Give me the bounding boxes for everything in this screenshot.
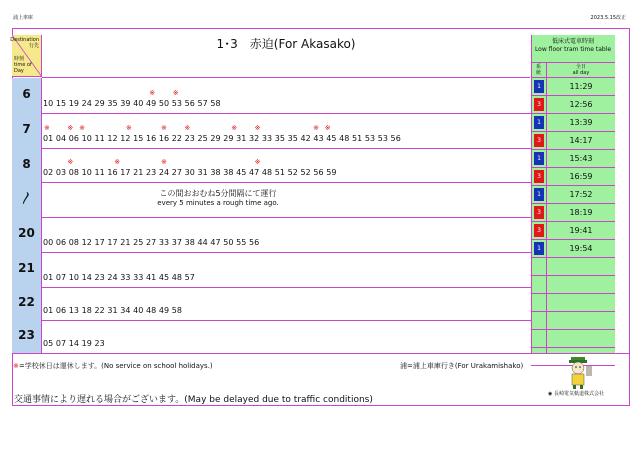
low-floor-time: 17:52 (569, 190, 593, 199)
company-label: 長崎電気軌道株式会社 (553, 391, 604, 397)
system-number-badge: 1 (534, 242, 544, 255)
low-floor-row-divider (531, 203, 615, 204)
low-floor-row-divider (531, 221, 615, 222)
holiday-mark: ※ (13, 362, 19, 370)
school-holiday-mark: ※ (324, 124, 331, 132)
school-holiday-mark: ※ (172, 89, 179, 97)
low-floor-row-divider (531, 275, 615, 276)
company-logo-icon: ◉ (548, 391, 553, 397)
low-floor-time: 19:41 (569, 226, 593, 235)
low-floor-title-jp: 低床式電車時刻 (551, 38, 594, 45)
destination-cell (12, 35, 42, 77)
departure-minutes: 01 06 13 18 22 31 34 40 48 49 58 (43, 306, 183, 315)
title-divider (42, 77, 530, 78)
low-floor-time: 15:43 (569, 154, 593, 163)
departure-minutes: 02 03 08 10 11 16 17 21 23 24 27 30 31 38 38 45 47 48 51 52 52 56 59 (43, 168, 337, 177)
hour-cell: 23 (12, 320, 42, 353)
footer-divider (12, 353, 630, 354)
holiday-legend-text: =学校休日は運休します。(No service on school holidays.) (18, 362, 213, 370)
school-holiday-mark: ※ (149, 89, 156, 97)
school-holiday-mark: ※ (67, 158, 74, 166)
low-floor-row-divider (531, 77, 615, 78)
hour-cell: 7 (12, 113, 42, 148)
school-holiday-mark: ※ (254, 124, 261, 132)
school-holiday-mark: ※ (44, 124, 50, 132)
low-floor-row-divider (531, 239, 615, 240)
interval-note-en: every 5 minutes a rough time ago. (157, 199, 279, 207)
hour-cell: 20 (12, 217, 42, 252)
low-floor-row-divider (531, 131, 615, 132)
school-holiday-mark: ※ (125, 124, 132, 132)
revision-date: 2023.5.15改正 (590, 15, 626, 21)
system-number-badge: 3 (534, 98, 544, 111)
school-holiday-mark: ※ (161, 158, 167, 166)
departure-minutes: 00 06 08 12 17 17 21 25 27 33 37 38 44 47 50 55 56 (43, 238, 260, 247)
destination-label: Destination 行先 (10, 37, 39, 49)
departure-minutes: 01 07 10 14 23 24 33 33 41 45 48 57 (43, 273, 195, 282)
route-title: 1･3 赤迫(For Akasako) (216, 37, 356, 51)
low-floor-row-divider (531, 149, 615, 150)
school-holiday-legend (13, 361, 213, 371)
system-number-badge: 3 (534, 206, 544, 219)
school-holiday-mark: ※ (114, 158, 121, 166)
low-floor-row-divider (531, 293, 615, 294)
school-holiday-mark: ※ (313, 124, 319, 132)
low-floor-row-divider (531, 347, 615, 348)
company-name (548, 390, 604, 397)
hour-cell: 6 (12, 78, 42, 113)
low-floor-title (531, 38, 615, 54)
low-floor-time: 18:19 (569, 208, 593, 217)
low-floor-row-divider (531, 329, 615, 330)
system-number-badge: 3 (534, 134, 544, 147)
low-floor-row-divider (531, 95, 615, 96)
low-floor-time: 19:54 (569, 244, 593, 253)
time-of-day-label: 時刻 time of Day (14, 56, 32, 74)
system-number-badge: 3 (534, 170, 544, 183)
low-floor-row-divider (531, 113, 615, 114)
school-holiday-mark: ※ (67, 124, 74, 132)
hour-row-divider (12, 182, 531, 183)
low-floor-time: 11:29 (569, 82, 593, 91)
low-floor-time: 14:17 (569, 136, 593, 145)
low-floor-time: 13:39 (569, 118, 593, 127)
delay-note: 交通事情により遅れる場合がございます。(May be delayed due to traffic conditions) (14, 395, 373, 405)
hour-cell: 8 (12, 148, 42, 182)
departure-minutes: 05 07 14 19 23 (43, 339, 105, 348)
system-number-badge: 1 (534, 116, 544, 129)
hour-row-divider (12, 217, 531, 218)
all-day-column-header: 全日 all day (572, 64, 590, 76)
system-number-badge: 3 (534, 224, 544, 237)
hour-row-divider (12, 148, 531, 149)
mascot-illustration (562, 354, 596, 390)
departure-minutes: 10 15 19 24 29 35 39 40 49 50 53 56 57 58 (43, 99, 221, 108)
low-floor-row-divider (531, 257, 615, 258)
hour-row-divider (12, 113, 531, 114)
system-column-header: 系 統 (535, 64, 541, 76)
system-number-badge: 1 (534, 152, 544, 165)
low-floor-time: 12:56 (569, 100, 593, 109)
low-floor-row-divider (531, 167, 615, 168)
school-holiday-mark: ※ (161, 124, 167, 132)
hour-row-divider (12, 252, 531, 253)
interval-note: この間おおむね5分間隔にて運行 (159, 189, 277, 198)
low-floor-row-divider (531, 311, 615, 312)
hour-row-divider (12, 320, 531, 321)
system-number-badge: 1 (534, 80, 544, 93)
hour-cell: 22 (12, 287, 42, 320)
low-floor-title-en: Low floor tram time table (534, 46, 612, 53)
low-floor-time: 16:59 (569, 172, 593, 181)
school-holiday-mark: ※ (231, 124, 238, 132)
system-number-badge: 1 (534, 188, 544, 201)
hour-cell: 〳 (12, 182, 42, 217)
departure-minutes: 01 04 06 10 11 12 12 15 16 16 22 23 25 29 29 31 32 33 35 35 42 43 45 48 51 53 53 56 (43, 134, 401, 143)
school-holiday-mark: ※ (184, 124, 191, 132)
urakami-legend: 浦=浦上車庫行き(For Urakamishako) (400, 362, 524, 370)
low-floor-row-divider (531, 185, 615, 186)
stop-name: 浦上車庫 (13, 15, 34, 21)
school-holiday-mark: ※ (79, 124, 85, 132)
hour-row-divider (12, 287, 531, 288)
low-floor-header-divider (531, 62, 615, 63)
hour-cell: 21 (12, 252, 42, 287)
school-holiday-mark: ※ (254, 158, 261, 166)
